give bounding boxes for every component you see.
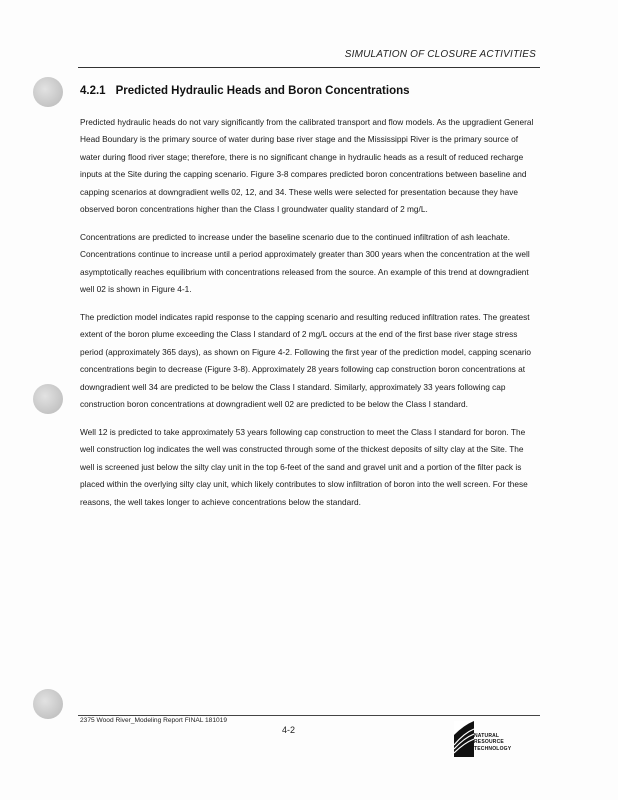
paragraph-4: Well 12 is predicted to take approximately 53 years following cap construction to meet the Class I standard for boron. The well construction log indicates the well was constructed through some of the thickest deposits of silty clay at the Site. The well is screened just below the silty clay unit in the top 6-feet of the sand and gravel unit and a portion of the filter pack is placed within the overlying silty clay unit, which likely contributes to slow infiltration of boron into the well screen. For these reasons, the well takes longer to achieve concentrations below the standard. <box>80 427 528 507</box>
paragraph-3: The prediction model indicates rapid response to the capping scenario and resulting reduced infiltration rates. The greatest extent of the boron plume exceeding the Class I standard of 2 mg/L occurs at the end of the first base river stage stress period (approximately 365 days), as shown on Figure 4-2. Following the first year of the prediction model, capping scenario concentrations begin to decrease (Figure 3-8). Approximately 28 years following cap construction boron concentrations at downgradient well 34 are predicted to be below the Class I standard. Similarly, approximately 33 years following cap construction boron concentrations at downgradient well 02 are predicted to be below the Class I standard. <box>80 312 532 410</box>
section-number: 4.2.1 <box>80 85 106 97</box>
section-heading <box>80 85 410 97</box>
paragraph-2: Concentrations are predicted to increase under the baseline scenario due to the continued infiltration of ash leachate. Concentrations continue to increase until a period approximately greater than 300 years when the concentration at the well asymptotically reaches equilibrium with concentrations released from the source. An example of this trend at downgradient well 02 is shown in Figure 4-1. <box>80 231 530 295</box>
page-number: 4-2 <box>282 725 296 735</box>
section-title: Predicted Hydraulic Heads and Boron Concentrations <box>115 85 410 97</box>
running-header: SIMULATION OF CLOSURE ACTIVITIES <box>344 49 536 60</box>
footer-document-name: 2375 Wood River_Modeling Report FINAL 181019 <box>80 717 227 724</box>
company-logo <box>454 721 534 761</box>
body-text <box>80 114 540 522</box>
footer-rule <box>78 715 540 716</box>
punch-hole-bottom <box>33 689 63 719</box>
logo-line-1: NATURAL <box>474 733 500 739</box>
punch-hole-top <box>33 77 63 107</box>
punch-hole-middle <box>33 384 63 414</box>
logo-line-2: RESOURCE <box>474 739 504 746</box>
logo-text <box>474 733 511 752</box>
logo-line-3: TECHNOLOGY <box>474 745 512 752</box>
header-rule <box>78 67 540 68</box>
logo-mark-icon <box>454 721 474 757</box>
paragraph-1: Predicted hydraulic heads do not vary significantly from the calibrated transport and flow models. As the upgradient General Head Boundary is the primary source of water during base river stage and the Mississippi River is the primary source of water during flood river stage; therefore, there is no significant change in hydraulic heads as a result of reduced recharge inputs at the Site during the capping scenario. Figure 3-8 compares predicted boron concentrations between baseline and capping scenarios at downgradient wells 02, 12, and 34. These wells were selected for presentation because they have observed boron concentrations higher than the Class I groundwater quality standard of 2 mg/L. <box>80 117 534 215</box>
